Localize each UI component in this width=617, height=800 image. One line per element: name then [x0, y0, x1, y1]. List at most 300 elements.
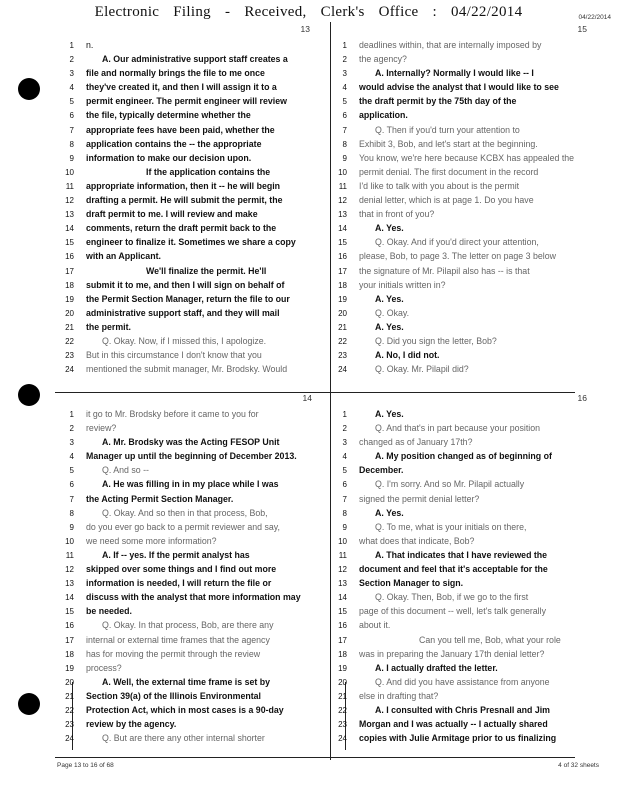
line-text: Section Manager to sign.: [359, 578, 464, 589]
transcript-line: [60, 38, 330, 52]
transcript-line: [60, 477, 330, 491]
transcript-line: [333, 207, 603, 221]
transcript-line: [60, 278, 330, 292]
line-text: appropriate fees have been paid, whether the: [86, 124, 275, 135]
transcript-line: [333, 520, 603, 534]
transcript-line: [333, 52, 603, 66]
line-text: internal or external time frames that the agency: [86, 634, 270, 645]
line-text: the draft permit by the 75th day of the: [359, 96, 517, 107]
line-text: Q. And did you have assistance from anyone: [375, 676, 550, 687]
transcript-line: [60, 108, 330, 122]
transcript-line: [333, 590, 603, 604]
line-text: denial letter, which is at page 1. Do you have: [359, 195, 534, 206]
transcript-line: [333, 576, 603, 590]
line-number: 12: [65, 565, 74, 575]
line-number: 22: [338, 336, 347, 346]
line-text: A. Our administrative support staff creates a: [102, 54, 288, 65]
transcript-line: [333, 292, 603, 306]
transcript-line: [60, 151, 330, 165]
transcript-line: [60, 492, 330, 506]
line-text: review by the agency.: [86, 719, 177, 730]
transcript-line: [333, 108, 603, 122]
line-number: 1: [342, 410, 347, 419]
line-number: 22: [65, 336, 74, 346]
bottom-rule: [55, 757, 575, 758]
line-number: 20: [65, 677, 74, 687]
line-text: drafting a permit. He will submit the permit, the: [86, 195, 283, 206]
line-number: 9: [342, 522, 347, 532]
line-text: A. Yes.: [375, 321, 404, 332]
transcript-line: [333, 633, 603, 647]
header-date-stamp: 04/22/2014: [578, 14, 611, 21]
line-text: mentioned the submit manager, Mr. Brodsky. Would: [86, 364, 288, 375]
line-text: Section 39(a) of the Illinois Environmental: [86, 690, 261, 701]
line-text: appropriate information, then it -- he will begin: [86, 180, 281, 191]
transcript-line: [333, 421, 603, 435]
transcript-line: [333, 348, 603, 362]
transcript-line: [333, 407, 603, 421]
transcript-line: [60, 179, 330, 193]
line-number: 18: [65, 649, 74, 659]
line-number: 8: [342, 508, 347, 518]
transcript-line: [60, 264, 330, 278]
line-number: 15: [338, 238, 347, 248]
line-text: n.: [86, 40, 94, 50]
line-number: 12: [65, 196, 74, 206]
line-number: 20: [338, 677, 347, 687]
line-text: Protection Act, which in most cases is a 90-day: [86, 704, 284, 715]
line-text: has for moving the permit through the review: [86, 648, 261, 659]
line-number: 24: [338, 365, 347, 375]
transcript-line: [333, 534, 603, 548]
transcript-line: [333, 165, 603, 179]
transcript-line: [333, 689, 603, 703]
line-text: we need some more information?: [86, 535, 217, 546]
line-text: be needed.: [86, 606, 132, 617]
transcript-line: [333, 235, 603, 249]
line-text: A. Internally? Normally I would like -- I: [375, 68, 534, 79]
line-number: 4: [69, 452, 74, 462]
transcript-line: [60, 675, 330, 689]
line-text: they've created it, and then I will assign it to a: [86, 82, 277, 93]
transcript-line: [60, 604, 330, 618]
line-text: engineer to finalize it. Sometimes we share a copy: [86, 237, 296, 248]
transcript-line: [333, 320, 603, 334]
column-divider: [330, 22, 331, 760]
transcript-line: [60, 137, 330, 151]
line-number: 21: [65, 322, 74, 332]
line-number: 17: [65, 635, 74, 645]
line-number: 17: [338, 635, 347, 645]
page-number: 16: [577, 393, 587, 403]
line-text: the signature of Mr. Pilapil also has -- is that: [359, 265, 530, 276]
line-text: do you ever go back to a permit reviewer and say,: [86, 521, 280, 532]
line-text: A. No, I did not.: [375, 350, 440, 361]
line-text: You know, we're here because KCBX has appealed the: [359, 152, 575, 163]
transcript-line: [60, 562, 330, 576]
line-number: 3: [69, 69, 74, 79]
line-number: 1: [342, 41, 347, 50]
transcript-line: [60, 520, 330, 534]
line-number: 23: [338, 351, 347, 361]
footer-page-range: Page 13 to 16 of 68: [57, 762, 114, 769]
transcript-line: [333, 675, 603, 689]
line-text: would advise the analyst that I would like to see: [359, 82, 559, 93]
transcript-line: [333, 548, 603, 562]
transcript-line: [60, 94, 330, 108]
transcript-line: [333, 264, 603, 278]
line-number: 8: [69, 139, 74, 149]
filing-header: Electronic Filing - Received, Clerk's Office : 04/22/2014: [94, 4, 523, 20]
transcript-line: [60, 435, 330, 449]
transcript-line: [333, 137, 603, 151]
punch-hole: [18, 693, 40, 715]
line-text: Q. Then if you'd turn your attention to: [375, 124, 520, 135]
line-text: file and normally brings the file to me once: [86, 68, 265, 79]
line-number: 16: [338, 252, 347, 262]
transcript-line: [333, 647, 603, 661]
line-number: 11: [65, 181, 74, 191]
line-number: 4: [342, 83, 347, 93]
line-number: 18: [338, 649, 347, 659]
line-text: discuss with the analyst that more information may: [86, 592, 301, 603]
transcript-line: [333, 463, 603, 477]
line-number: 7: [342, 494, 347, 504]
line-text: permit engineer. The permit engineer will review: [86, 96, 287, 107]
transcript-line: [333, 661, 603, 675]
line-text: A. If -- yes. If the permit analyst has: [102, 549, 250, 560]
line-number: 21: [65, 691, 74, 701]
line-text: A. My position changed as of beginning of: [375, 451, 552, 462]
line-number: 14: [338, 593, 347, 603]
transcript-line: [60, 661, 330, 675]
line-number: 24: [65, 365, 74, 375]
line-number: 10: [338, 536, 347, 546]
line-text: it go to Mr. Brodsky before it came to you for: [86, 409, 259, 419]
line-number: 24: [65, 734, 74, 744]
line-text: Q. But are there any other internal shorter: [102, 733, 265, 744]
line-number: 1: [69, 410, 74, 419]
line-text: Q. Okay. Mr. Pilapil did?: [375, 364, 469, 375]
line-number: 2: [342, 424, 347, 434]
transcript-line: [60, 165, 330, 179]
line-text: page of this document -- well, let's talk generally: [359, 606, 546, 617]
line-number: 23: [65, 351, 74, 361]
transcript-line: [60, 306, 330, 320]
line-number: 12: [338, 565, 347, 575]
line-number: 6: [342, 480, 347, 490]
transcript-line: [60, 421, 330, 435]
page-number: 14: [302, 393, 312, 403]
line-number: 21: [338, 691, 347, 701]
line-number: 7: [342, 125, 347, 135]
line-number: 5: [342, 466, 347, 476]
line-number: 22: [65, 705, 74, 715]
line-number: 10: [65, 536, 74, 546]
line-text: A. Yes.: [375, 293, 404, 304]
transcript-line: [60, 362, 330, 376]
line-number: 17: [65, 266, 74, 276]
transcript-line: [333, 249, 603, 263]
line-number: 17: [338, 266, 347, 276]
line-text: A. I actually drafted the letter.: [375, 662, 498, 673]
line-text: the agency?: [359, 54, 407, 65]
transcript-line: [60, 731, 330, 745]
transcript-line: [60, 320, 330, 334]
line-text: Q. Okay. And so then in that process, Bob,: [102, 507, 268, 518]
transcript-line: [333, 123, 603, 137]
line-text: the file, typically determine whether the: [86, 110, 251, 121]
transcript-line: [333, 449, 603, 463]
line-number: 9: [69, 522, 74, 532]
line-number: 14: [65, 224, 74, 234]
line-text: deadlines within, that are internally imposed by: [359, 40, 542, 50]
line-number: 7: [69, 125, 74, 135]
line-text: the permit.: [86, 321, 131, 332]
line-number: 4: [342, 452, 347, 462]
line-text: else in drafting that?: [359, 690, 439, 701]
line-text: Exhibit 3, Bob, and let's start at the beginning.: [359, 138, 538, 149]
transcript-line: [333, 179, 603, 193]
line-text: A. Yes.: [375, 409, 404, 419]
transcript-line: [60, 66, 330, 80]
line-number: 22: [338, 705, 347, 715]
line-number: 19: [338, 294, 347, 304]
line-number: 1: [69, 41, 74, 50]
line-number: 13: [65, 579, 74, 589]
line-number: 11: [65, 550, 74, 560]
line-text: draft permit to me. I will review and make: [86, 209, 258, 220]
row-divider: [55, 392, 575, 393]
line-text: submit it to me, and then I will sign on behalf of: [86, 279, 285, 290]
line-text: process?: [86, 662, 122, 673]
line-number: 3: [342, 438, 347, 448]
line-number: 16: [65, 252, 74, 262]
line-text: Can you tell me, Bob, what your role: [419, 634, 561, 645]
line-number: 10: [338, 167, 347, 177]
line-number: 8: [69, 508, 74, 518]
punch-hole: [18, 78, 40, 100]
line-text: Q. I'm sorry. And so Mr. Pilapil actually: [375, 479, 525, 490]
transcript-line: [60, 618, 330, 632]
line-number: 4: [69, 83, 74, 93]
line-number: 3: [342, 69, 347, 79]
line-number: 18: [65, 280, 74, 290]
transcript-line: [333, 66, 603, 80]
transcript-line: [60, 348, 330, 362]
transcript-line: [60, 334, 330, 348]
transcript-line: [60, 292, 330, 306]
line-text: please, Bob, to page 3. The letter on page 3 below: [359, 251, 556, 262]
transcript-line: [333, 362, 603, 376]
transcript-line: [333, 38, 603, 52]
transcript-line: [60, 689, 330, 703]
line-number: 19: [65, 663, 74, 673]
line-number: 8: [342, 139, 347, 149]
line-number: 11: [338, 181, 347, 191]
line-text: information is needed, I will return the file or: [86, 578, 272, 589]
line-text: signed the permit denial letter?: [359, 493, 480, 504]
transcript-line: [60, 576, 330, 590]
line-text: A. Mr. Brodsky was the Acting FESOP Unit: [102, 437, 280, 448]
line-number: 18: [338, 280, 347, 290]
line-number: 2: [69, 55, 74, 65]
transcript-line: [333, 306, 603, 320]
line-text: A. That indicates that I have reviewed the: [375, 549, 548, 560]
line-text: Q. And so --: [102, 465, 149, 476]
transcript-line: [333, 492, 603, 506]
transcript-line: [333, 334, 603, 348]
line-number: 2: [69, 424, 74, 434]
transcript-line: [60, 633, 330, 647]
transcript-line: [60, 207, 330, 221]
transcript-line: [60, 221, 330, 235]
line-number: 14: [338, 224, 347, 234]
line-text: application.: [359, 110, 408, 121]
line-text: A. I consulted with Chris Presnall and Jim: [375, 704, 550, 715]
transcript-line: [333, 94, 603, 108]
line-number: 2: [342, 55, 347, 65]
transcript-line: [333, 193, 603, 207]
line-number: 3: [69, 438, 74, 448]
transcript-line: [333, 80, 603, 94]
page-number: 13: [300, 24, 310, 34]
line-text: Morgan and I was actually -- I actually shared: [359, 719, 548, 730]
line-text: about it.: [359, 620, 391, 631]
line-text: the Acting Permit Section Manager.: [86, 493, 234, 504]
line-text: A. Yes.: [375, 507, 404, 518]
line-number: 23: [338, 720, 347, 730]
transcript-line: [333, 717, 603, 731]
line-number: 13: [338, 579, 347, 589]
line-text: We'll finalize the permit. He'll: [146, 265, 267, 276]
line-text: administrative support staff, and they will mail: [86, 307, 280, 318]
transcript-line: [333, 562, 603, 576]
line-number: 5: [342, 97, 347, 107]
line-number: 11: [338, 550, 347, 560]
line-text: A. He was filling in in my place while I was: [102, 479, 279, 490]
line-number: 16: [338, 621, 347, 631]
line-text: Q. Okay.: [375, 307, 410, 318]
transcript-line: [333, 506, 603, 520]
line-number: 5: [69, 466, 74, 476]
transcript-line: [60, 193, 330, 207]
line-number: 24: [338, 734, 347, 744]
line-number: 15: [65, 238, 74, 248]
line-number: 15: [65, 607, 74, 617]
line-number: 15: [338, 607, 347, 617]
line-number: 14: [65, 593, 74, 603]
line-text: what does that indicate, Bob?: [359, 535, 475, 546]
line-text: If the application contains the: [146, 166, 271, 177]
line-number: 20: [338, 308, 347, 318]
transcript-line: [333, 221, 603, 235]
line-number: 19: [65, 294, 74, 304]
line-text: A. Yes.: [375, 223, 404, 234]
transcript-line: [60, 449, 330, 463]
transcript-line: [333, 604, 603, 618]
transcript-line: [60, 80, 330, 94]
line-number: 23: [65, 720, 74, 730]
line-text: information to make our decision upon.: [86, 152, 252, 163]
line-number: 20: [65, 308, 74, 318]
line-number: 13: [338, 210, 347, 220]
transcript-line: [60, 506, 330, 520]
line-text: Q. Okay. Now, if I missed this, I apologize.: [102, 335, 267, 346]
line-text: copies with Julie Armitage prior to us finalizing: [359, 733, 557, 744]
transcript-line: [333, 477, 603, 491]
line-text: Manager up until the beginning of December 2013.: [86, 451, 297, 462]
line-number: 6: [69, 111, 74, 121]
transcript-line: [333, 278, 603, 292]
footer-sheet-count: 4 of 32 sheets: [558, 762, 599, 769]
line-number: 7: [69, 494, 74, 504]
page-number: 15: [577, 24, 587, 34]
line-text: your initials written in?: [359, 279, 446, 290]
line-number: 16: [65, 621, 74, 631]
transcript-line: [60, 717, 330, 731]
line-text: skipped over some things and I find out more: [86, 564, 277, 575]
transcript-line: [60, 407, 330, 421]
line-text: with an Applicant.: [86, 251, 161, 262]
transcript-line: [60, 590, 330, 604]
line-number: 13: [65, 210, 74, 220]
transcript-line: [60, 647, 330, 661]
line-text: But in this circumstance I don't know that you: [86, 350, 262, 361]
line-number: 9: [342, 153, 347, 163]
punch-hole: [18, 384, 40, 406]
transcript-line: [60, 703, 330, 717]
line-text: the Permit Section Manager, return the file to our: [86, 293, 290, 304]
transcript-line: [60, 52, 330, 66]
line-number: 6: [342, 111, 347, 121]
line-text: Q. Did you sign the letter, Bob?: [375, 335, 497, 346]
line-text: Q. Okay. In that process, Bob, are there any: [102, 620, 274, 631]
transcript-line: [333, 731, 603, 745]
line-text: A. Well, the external time frame is set by: [102, 676, 271, 687]
transcript-line: [333, 703, 603, 717]
transcript-line: [60, 463, 330, 477]
line-text: was in preparing the January 17th denial letter?: [359, 648, 545, 659]
line-text: review?: [86, 423, 117, 434]
line-text: Q. Okay. Then, Bob, if we go to the first: [375, 592, 529, 603]
transcript-line: [60, 548, 330, 562]
line-text: comments, return the draft permit back to the: [86, 223, 277, 234]
line-number: 5: [69, 97, 74, 107]
line-number: 10: [65, 167, 74, 177]
transcript-line: [333, 151, 603, 165]
line-text: Q. And that's in part because your position: [375, 423, 541, 434]
line-number: 9: [69, 153, 74, 163]
transcript-line: [333, 618, 603, 632]
line-text: permit denial. The first document in the record: [359, 166, 539, 177]
transcript-line: [333, 435, 603, 449]
line-text: document and feel that it's acceptable for the: [359, 564, 548, 575]
line-text: Q. Okay. And if you'd direct your attention,: [375, 237, 539, 248]
transcript-line: [60, 534, 330, 548]
line-text: Q. To me, what is your initials on there,: [375, 521, 527, 532]
line-text: I'd like to talk with you about is the permit: [359, 180, 520, 191]
transcript-line: [60, 249, 330, 263]
transcript-line: [60, 123, 330, 137]
line-number: 19: [338, 663, 347, 673]
transcript-line: [60, 235, 330, 249]
line-text: December.: [359, 465, 404, 476]
line-number: 12: [338, 196, 347, 206]
line-text: that in front of you?: [359, 209, 435, 220]
line-text: changed as of January 17th?: [359, 437, 473, 448]
line-number: 6: [69, 480, 74, 490]
